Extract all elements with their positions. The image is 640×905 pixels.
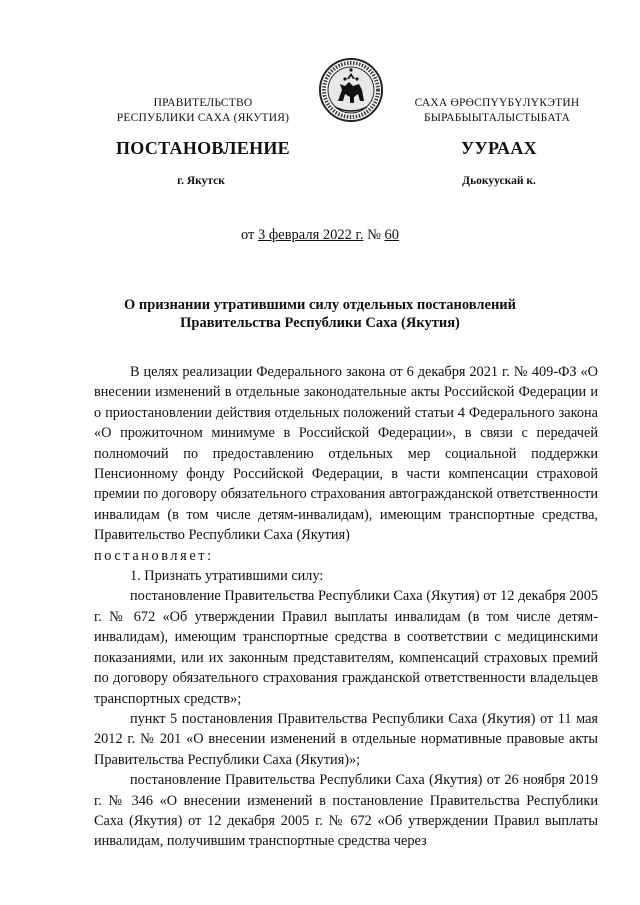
document-type-yakut: УУРААХ <box>461 138 537 158</box>
item-1-paragraph: 1. Признать утратившими силу: <box>130 568 324 585</box>
document-number: 60 <box>384 227 400 243</box>
document-body <box>94 362 598 852</box>
city-russian: г. Якутск <box>177 175 225 187</box>
resolving-word: постановляет: <box>94 547 214 564</box>
document-title-line1: О признании утратившими силу отдельных постановлений <box>123 297 517 313</box>
preamble-paragraph: В целях реализации Федерального закона от 6 декабря 2021 г. № 409-ФЗ «О внесении изменений в отдельные законодательные акты Российской Федерации и о приостановлении действия отдельных положений статьи 4 Федерального закона «О прожиточном минимуме в Российской Федерации», в связи с передачей полномочий по предоставлению отдельных мер социальной поддержки Пенсионному фонду Российской Федерации, в части компенсации страховой премии по договору обязательного страхования автогражданской ответственности инвалидам (в том числе детям-инвалидам), имеющим транспортные средства, Правительство Республики Саха (Якутия) <box>94 364 598 544</box>
city-yakut: Дьокуускай к. <box>462 175 536 187</box>
government-name-russian <box>98 96 308 126</box>
government-name-yakut <box>392 96 602 126</box>
repealed-act-2-paragraph: пункт 5 постановления Правительства Республики Саха (Якутия) от 11 мая 2012 г. № 201 «О внесении изменений в отдельные нормативные правовые акты Правительства Республики Саха (Якутия)»; <box>94 710 598 768</box>
document-date: 3 февраля 2022 г. <box>257 227 364 243</box>
repealed-act-3-paragraph: постановление Правительства Республики Саха (Якутия) от 26 ноября 2019 г. № 346 «О внесении изменений в постановление Правительства Республики Саха (Якутия) от 12 декабря 2005 г. № 672 «Об утверждении Правил выплаты инвалидам, получившим транспортные средства через <box>94 772 598 850</box>
document-date-line <box>0 227 640 244</box>
government-name-line1: ПРАВИТЕЛЬСТВО <box>153 97 253 109</box>
document-title <box>90 296 550 332</box>
coat-of-arms-emblem <box>318 57 384 123</box>
government-name-yakut-line1: САХА ӨРӨСПҮҮБҮЛҮКЭТИН <box>414 97 580 109</box>
number-sign: № <box>363 227 385 243</box>
date-prefix: от <box>240 227 258 243</box>
repealed-act-1-paragraph: постановление Правительства Республики Саха (Якутия) от 12 декабря 2005 г. № 672 «Об утверждении Правил выплаты инвалидам (в том числе детям-инвалидам), имеющим транспортные средства в соответствии с медицинскими показаниями, или их законным представителям, компенсаций страховых премий по договору обязательного страхования гражданской ответственности владельцев транспортных средств»; <box>94 588 598 707</box>
government-name-line2: РЕСПУБЛИКИ САХА (ЯКУТИЯ) <box>116 112 290 124</box>
document-type-russian: ПОСТАНОВЛЕНИЕ <box>116 138 290 158</box>
government-name-yakut-line2: БЫРАБЫЫТАЛЫСТЫБАТА <box>424 112 570 124</box>
document-title-line2: Правительства Республики Саха (Якутия) <box>180 315 460 331</box>
